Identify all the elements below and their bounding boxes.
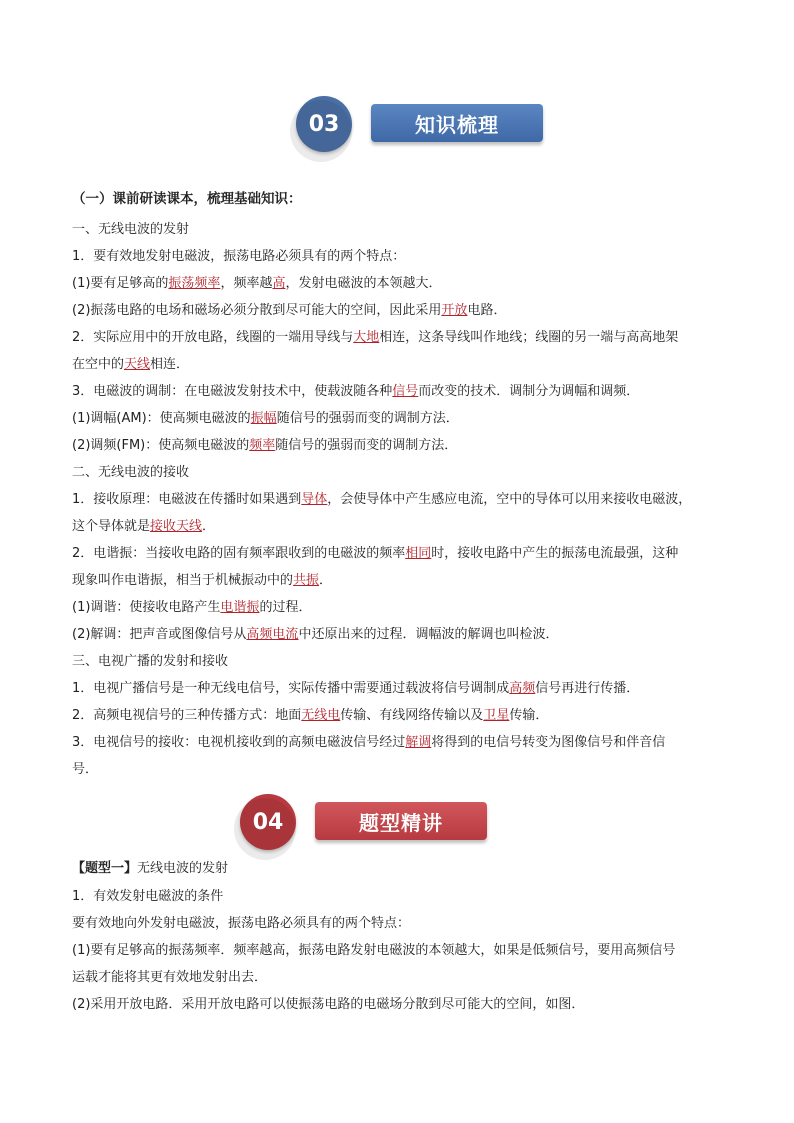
text-line [72,384,727,400]
answer-fill: 大地 [353,330,380,345]
text-span: 1．要有效地发射电磁波，振荡电路必须具有的两个特点： [72,249,406,264]
text-line [72,492,727,508]
text-line [72,357,727,373]
text-line [72,276,727,292]
text-line [72,438,727,454]
text-line [72,222,727,238]
text-span: (2)解调：把声音或图像信号从 [72,627,247,642]
text-line [72,997,727,1013]
answer-fill: 解调 [405,735,432,750]
text-span: 随信号的强弱而变的调制方法． [275,438,458,453]
text-line [72,970,727,986]
answer-fill: 卫星 [483,708,510,723]
text-span: 1．接收原理：电磁波在传播时如果遇到 [72,492,302,507]
answer-fill: 共振 [293,573,320,588]
text-line [72,573,727,589]
text-span: 号． [72,762,99,777]
text-span: 3．电视信号的接收：电视机接收到的高频电磁波信号经过 [72,735,406,750]
answer-fill: 信号 [392,384,419,399]
text-span: (1)调幅(AM)：使高频电磁波的 [72,411,251,426]
text-span: 运载才能将其更有效地发射出去． [72,970,268,985]
text-line [72,600,727,616]
answer-fill: 频率 [249,438,276,453]
text-line [72,249,727,265]
text-span: 信号再进行传播． [535,681,640,696]
section-header-knowledge [296,96,556,156]
text-span: 要有效地向外发射电磁波，振荡电路必须具有的两个特点： [72,916,411,931]
text-span: 在空中的 [72,357,125,372]
text-line [72,762,727,778]
answer-fill: 开放 [441,303,468,318]
text-span: 这个导体就是 [72,519,151,534]
answer-fill: 接收天线 [150,519,203,534]
answer-fill: 导体 [301,492,328,507]
section-heading [72,191,727,207]
text-span: ，频率越 [220,276,273,291]
text-span: (2)采用开放电路．采用开放电路可以使振荡电路的电磁场分散到尽可能大的空间，如图． [72,997,585,1012]
text-line [72,519,727,535]
answer-fill: 高 [272,276,286,291]
text-span: 2．高频电视信号的三种传播方式：地面 [72,708,302,723]
text-line [72,916,727,932]
text-span: 现象叫作电谐振，相当于机械振动中的 [72,573,294,588]
section-number-badge: 03 [296,96,352,152]
section-title-banner: 题型精讲 [315,802,487,840]
text-line [72,681,727,697]
answer-fill: 振幅 [250,411,277,426]
text-line [72,330,727,346]
text-span: 三、电视广播的发射和接收 [72,654,229,669]
text-span: (1)调谐：使接收电路产生 [72,600,221,615]
text-line [72,654,727,670]
text-line [72,735,727,751]
text-span: 将得到的电信号转变为图像信号和伴音信 [431,735,666,750]
answer-fill: 无线电 [301,708,341,723]
text-span: 3．电磁波的调制：在电磁波发射技术中，使载波随各种 [72,384,393,399]
section-header-question-types [240,794,500,854]
text-span: ，会使导体中产生感应电流，空中的导体可以用来接收电磁波， [327,492,692,507]
text-span: 相连． [150,357,190,372]
text-span: 传输． [509,708,549,723]
text-span: ，发射电磁波的本领越大． [285,276,442,291]
text-span: (2)振荡电路的电场和磁场必须分散到尽可能大的空间，因此采用 [72,303,442,318]
answer-fill: 相同 [405,546,432,561]
text-span: （一）课前研读课本，梳理基础知识： [72,191,302,207]
text-span: 1．有效发射电磁波的条件 [72,889,224,904]
text-line [72,546,727,562]
text-span: ． [319,573,333,588]
text-span: 无线电波的发射 [137,861,229,876]
text-span: 2．电谐振：当接收电路的固有频率跟收到的电磁波的频率 [72,546,406,561]
text-line [72,708,727,724]
text-span: 中还原出来的过程．调幅波的解调也叫检波． [298,627,559,642]
answer-fill: 天线 [124,357,151,372]
text-span: (2)调频(FM)：使高频电磁波的 [72,438,250,453]
text-span: 而改变的技术．调制分为调幅和调频． [418,384,640,399]
text-span: ． [202,519,216,534]
text-span: 随信号的强弱而变的调制方法． [276,411,459,426]
text-span: 时，接收电路中产生的振荡电流最强，这种 [431,546,679,561]
text-span: 1．电视广播信号是一种无线电信号，实际传播中需要通过载波将信号调制成 [72,681,510,696]
text-line [72,943,727,959]
text-span: 一、无线电波的发射 [72,222,190,237]
answer-fill: 振荡频率 [168,276,221,291]
text-span: 的过程． [259,600,312,615]
answer-fill: 电谐振 [220,600,260,615]
text-line [72,411,727,427]
text-span: (1)要有足够高的振荡频率．频率越高，振荡电路发射电磁波的本领越大，如果是低频信号，要用高频信号 [72,943,676,958]
text-span: 2．实际应用中的开放电路，线圈的一端用导线与 [72,330,354,345]
question-type-tag: 【题型一】 [72,861,138,876]
text-line [72,889,727,905]
text-span: 传输、有线网络传输以及 [340,708,484,723]
answer-fill: 高频 [509,681,536,696]
text-line [72,303,727,319]
text-span: 相连，这条导线叫作地线；线圈的另一端与高高地架 [379,330,679,345]
section-number-badge: 04 [240,794,296,850]
text-line [72,627,727,643]
text-line [72,465,727,481]
text-span: 电路． [467,303,507,318]
text-line [72,861,727,877]
section-title-banner: 知识梳理 [371,104,543,142]
text-span: (1)要有足够高的 [72,276,169,291]
answer-fill: 高频电流 [246,627,299,642]
text-span: 二、无线电波的接收 [72,465,190,480]
